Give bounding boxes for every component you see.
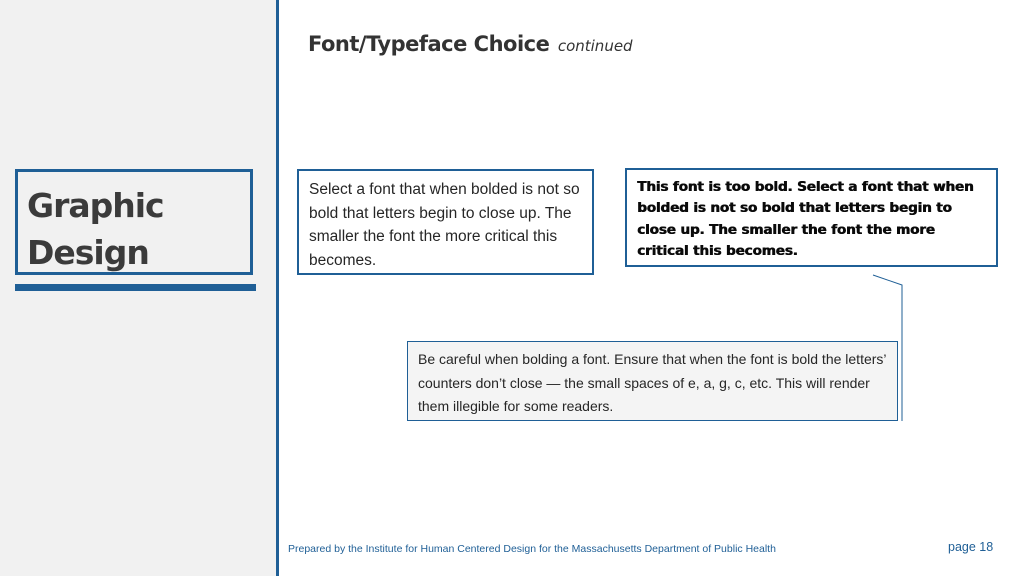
page-number: page 18 (948, 540, 994, 554)
page-title (308, 32, 633, 56)
page-title-subtitle: continued (557, 37, 633, 55)
section-underline (15, 284, 256, 291)
callout-text: Be careful when bolding a font. Ensure that when the font is bold the letters’ counters don’t close — the small spaces of e, a, g, c, etc. This will render them illegible for some readers. (418, 351, 886, 414)
section-title: Graphic Design (27, 186, 164, 272)
page-title-main: Font/Typeface Choice (308, 32, 550, 56)
normal-font-example-box (297, 169, 594, 275)
sidebar-divider (276, 0, 279, 576)
normal-font-example-text: Select a font that when bolded is not so bold that letters begin to close up. The smaller the font the more critical this becomes. (309, 181, 580, 269)
footer-credit: Prepared by the Institute for Human Centered Design for the Massachusetts Department of Public Health (288, 543, 776, 555)
callout-box (407, 341, 898, 421)
bold-font-example-box (625, 168, 998, 267)
bold-font-example-text: This font is too bold. Select a font that when bolded is not so bold that letters begin to close up. The smaller the font the more critical this becomes. (637, 179, 974, 259)
